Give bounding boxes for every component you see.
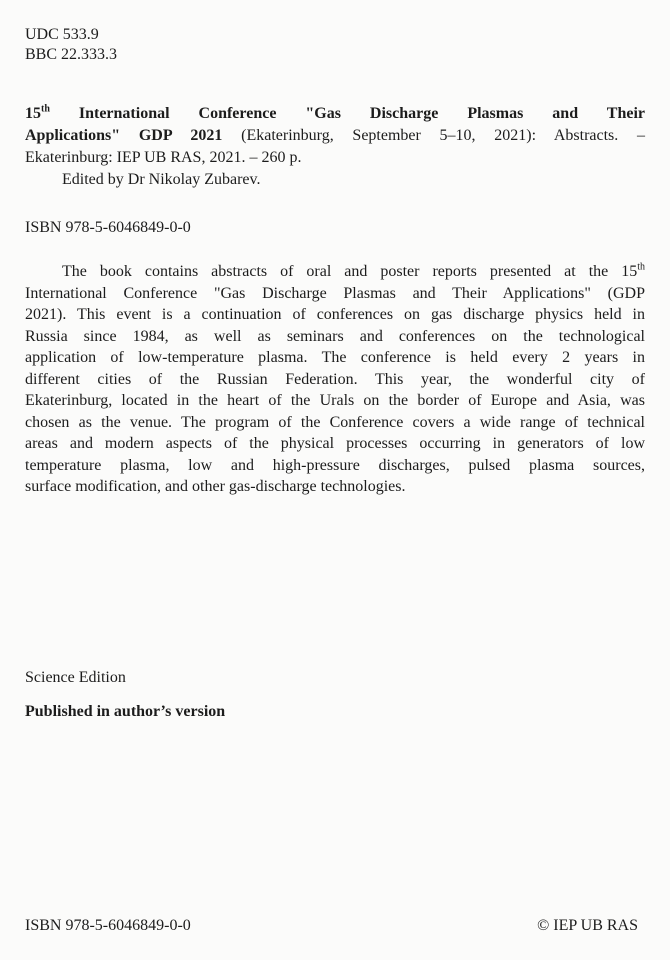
classification-codes xyxy=(25,25,117,65)
isbn-bottom: ISBN 978-5-6046849-0-0 xyxy=(25,917,191,934)
abstract-ordinal-suffix: th xyxy=(637,261,645,273)
abstract-paragraph xyxy=(25,261,645,498)
conference-name-part1: International Conference "Gas Discharge Plasmas and Their xyxy=(49,105,645,122)
science-edition-label: Science Edition xyxy=(25,669,126,686)
abstract-line-text: The book contains abstracts of oral and poster reports presented at the 15 xyxy=(62,263,638,280)
copyright-notice: © IEP UB RAS xyxy=(537,917,638,934)
bbc-code: BBC 22.333.3 xyxy=(25,46,118,63)
conference-details: (Ekaterinburg, September 5–10, 2021): Abstracts. – xyxy=(222,127,645,144)
abstract-line: surface modification, and other gas-discharge technologies. xyxy=(25,478,406,495)
abstract-line: Ekaterinburg, located in the heart of the Urals on the border of Europe and Asia, was xyxy=(25,392,645,409)
abstract-line: International Conference "Gas Discharge Plasmas and Their Applications" (GDP xyxy=(25,284,645,302)
abstract-line: different cities of the Russian Federation. This year, the wonderful city of xyxy=(25,370,645,388)
conference-name-part2: Applications" GDP 2021 xyxy=(25,127,223,144)
abstract-line: areas and modern aspects of the physical processes occurring in generators of low xyxy=(25,435,645,452)
citation-line-1 xyxy=(25,103,645,125)
editor-line: Edited by Dr Nikolay Zubarev. xyxy=(62,171,261,188)
abstract-line: temperature plasma, low and high-pressure discharges, pulsed plasma sources, xyxy=(25,456,645,474)
isbn-top: ISBN 978-5-6046849-0-0 xyxy=(25,219,191,236)
abstract-line: Russia since 1984, as well as seminars and conferences on the technological xyxy=(25,327,645,345)
citation-block xyxy=(25,103,645,191)
ordinal-suffix: th xyxy=(41,103,50,115)
abstract-line xyxy=(25,261,645,283)
abstract-line: application of low-temperature plasma. The conference is held every 2 years in xyxy=(25,349,645,366)
udc-code: UDC 533.9 xyxy=(25,26,99,43)
citation-line-2 xyxy=(25,125,645,147)
published-note: Published in author’s version xyxy=(25,703,226,720)
conference-number: 15 xyxy=(25,105,41,122)
publisher-line: Ekaterinburg: IEP UB RAS, 2021. – 260 p. xyxy=(25,149,302,166)
abstract-line: chosen as the venue. The program of the Conference covers a wide range of technical xyxy=(25,413,645,431)
abstract-line: 2021). This event is a continuation of conferences on gas discharge physics held in xyxy=(25,306,645,323)
